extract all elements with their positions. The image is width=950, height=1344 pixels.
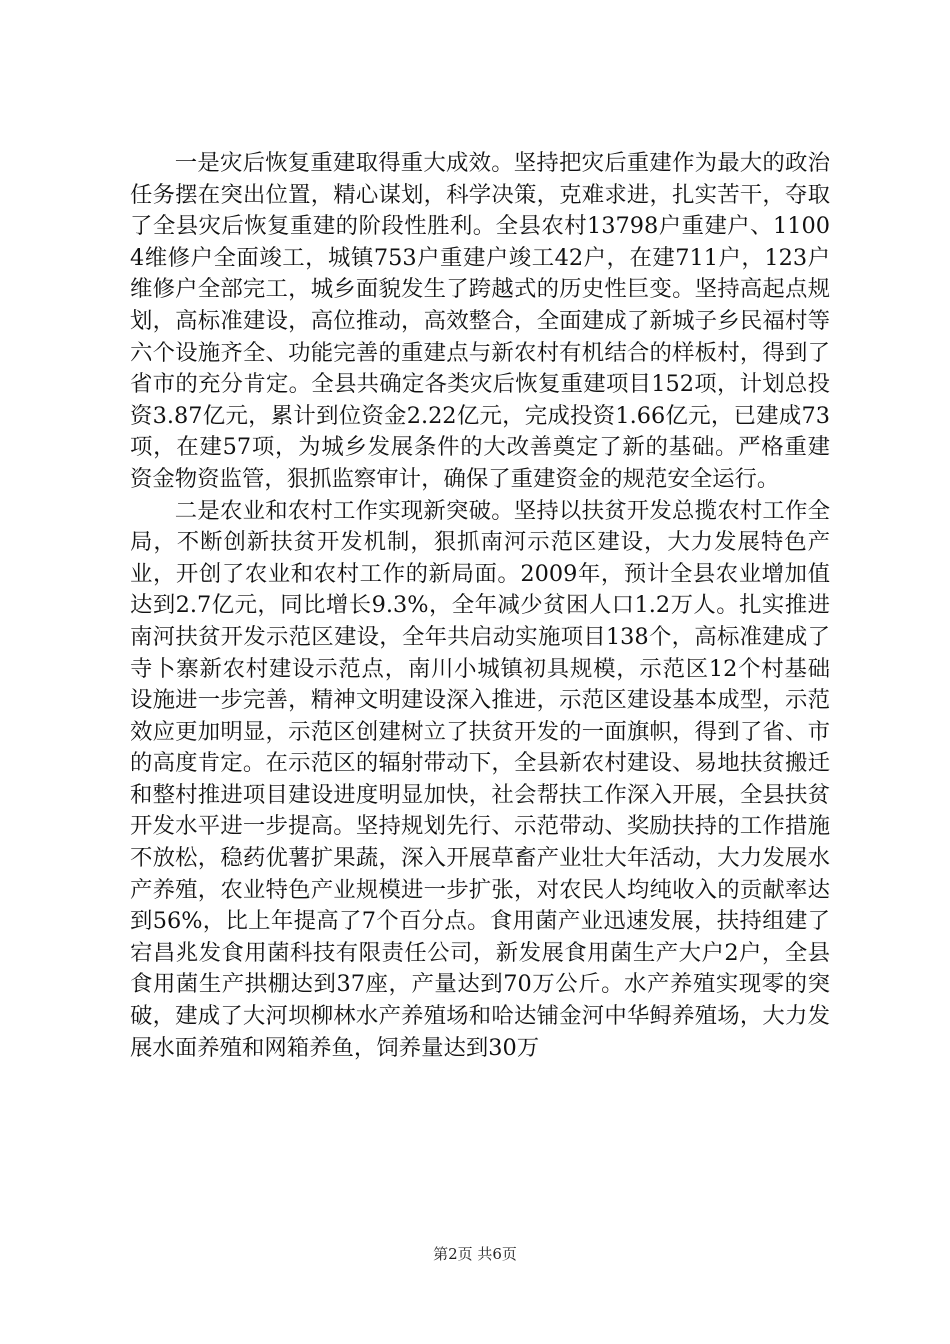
body-text: [130, 148, 830, 1064]
paragraph-agriculture-rural: 二是农业和农村工作实现新突破。坚持以扶贫开发总揽农村工作全局，不断创新扶贫开发机制，狠抓南河示范区建设，大力发展特色产业，开创了农业和农村工作的新局面。2009年，预计全县农业增加值达到2.7亿元，同比增长9.3%，全年减少贫困人口1.2万人。扎实推进南河扶贫开发示范区建设，全年共启动实施项目138个，高标准建成了寺卜寨新农村建设示范点，南川小城镇初具规模，示范区12个村基础设施进一步完善，精神文明建设深入推进，示范区建设基本成型，示范效应更加明显，示范区创建树立了扶贫开发的一面旗帜，得到了省、市的高度肯定。在示范区的辐射带动下，全县新农村建设、易地扶贫搬迁和整村推进项目建设进度明显加快，社会帮扶工作深入开展，全县扶贫开发水平进一步提高。坚持规划先行、示范带动、奖励扶持的工作措施不放松，稳药优薯扩果蔬，深入开展草畜产业壮大年活动，大力发展水产养殖，农业特色产业规模进一步扩张，对农民人均纯收入的贡献率达到56%，比上年提高了7个百分点。食用菌产业迅速发展，扶持组建了宕昌兆发食用菌科技有限责任公司，新发展食用菌生产大户2户，全县食用菌生产拱棚达到37座，产量达到70万公斤。水产养殖实现零的突破，建成了大河坝柳林水产养殖场和哈达铺金河中华鲟养殖场，大力发展水面养殖和网箱养鱼，饲养量达到30万: [130, 497, 830, 1061]
paragraph-disaster-reconstruction: 一是灾后恢复重建取得重大成效。坚持把灾后重建作为最大的政治任务摆在突出位置，精心谋划，科学决策，克难求进，扎实苦干，夺取了全县灾后恢复重建的阶段性胜利。全县农村13798户重建户、11004维修户全面竣工，城镇753户重建户竣工42户，在建711户，123户维修户全部完工，城乡面貌发生了跨越式的历史性巨变。坚持高起点规划，高标准建设，高位推动，高效整合，全面建成了新城子乡民福村等六个设施齐全、功能完善的重建点与新农村有机结合的样板村，得到了省市的充分肯定。全县共确定各类灾后恢复重建项目152项，计划总投资3.87亿元，累计到位资金2.22亿元，完成投资1.66亿元，已建成73项，在建57项，为城乡发展条件的大改善奠定了新的基础。严格重建资金物资监管，狠抓监察审计，确保了重建资金的规范安全运行。: [130, 150, 830, 492]
page-footer: 第2页 共6页: [433, 1245, 517, 1263]
